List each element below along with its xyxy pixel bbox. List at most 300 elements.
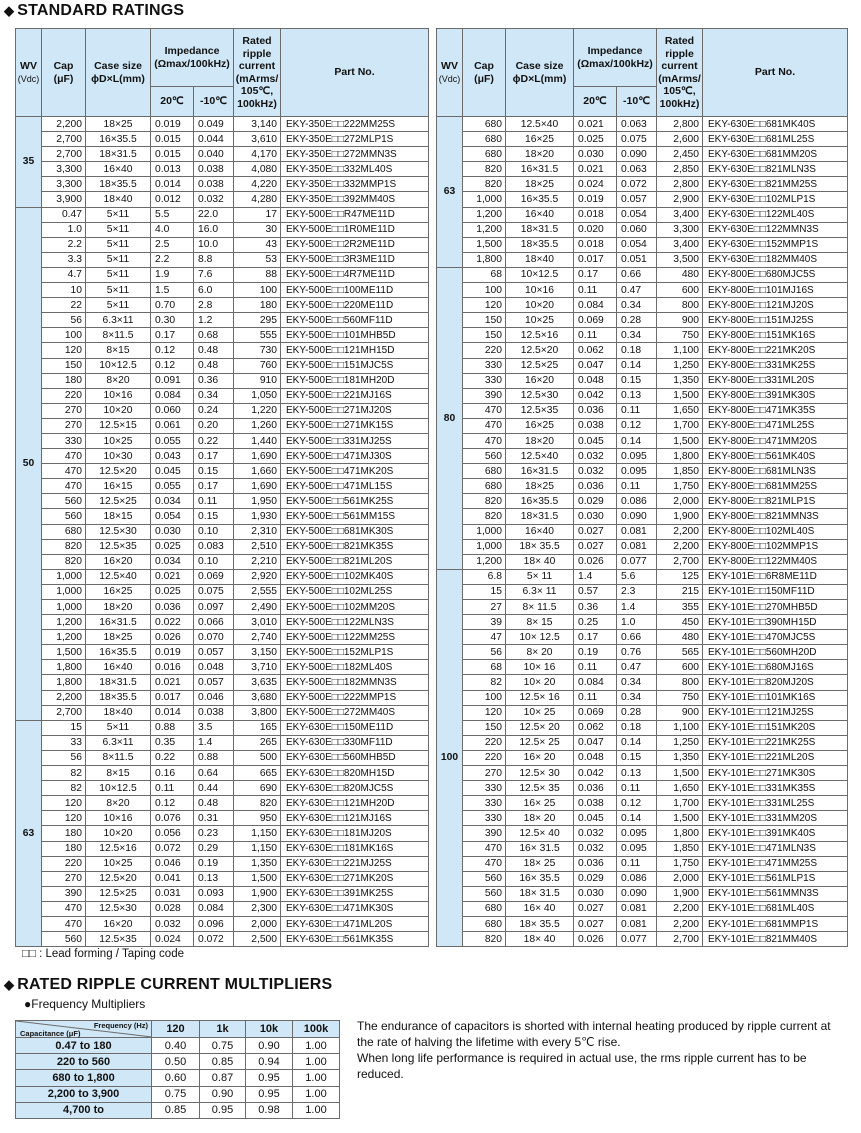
table-row xyxy=(437,222,848,237)
case-size-cell: 5×11 xyxy=(86,222,151,237)
impedance-minus10c-cell: 0.17 xyxy=(194,449,234,464)
part-number-cell: EKY-500E□□100ME11D xyxy=(281,283,429,298)
impedance-minus10c-cell: 0.081 xyxy=(617,916,657,931)
cap-cell: 270 xyxy=(42,871,86,886)
impedance-minus10c-cell: 0.070 xyxy=(194,630,234,645)
case-size-cell: 12.5× 25 xyxy=(506,735,574,750)
impedance-minus10c-cell: 0.038 xyxy=(194,177,234,192)
impedance-minus10c-cell: 16.0 xyxy=(194,222,234,237)
ripple-current-cell: 1,850 xyxy=(657,841,703,856)
part-number-cell: EKY-630E□□821MM25S xyxy=(703,177,848,192)
case-size-cell: 16×35.5 xyxy=(86,645,151,660)
table-row xyxy=(16,283,429,298)
wv-group-cell: 35 xyxy=(16,117,42,208)
case-size-cell: 10×30 xyxy=(86,449,151,464)
case-size-cell: 10×12.5 xyxy=(86,781,151,796)
ripple-current-cell: 355 xyxy=(657,600,703,615)
impedance-20c-cell: 0.024 xyxy=(574,177,617,192)
case-size-cell: 10×25 xyxy=(86,856,151,871)
case-size-cell: 16×40 xyxy=(86,162,151,177)
ripple-current-cell: 555 xyxy=(234,328,281,343)
cap-cell: 100 xyxy=(463,690,506,705)
temp-minus10-header: -10℃ xyxy=(617,87,657,117)
impedance-minus10c-cell: 0.081 xyxy=(617,539,657,554)
impedance-minus10c-cell: 0.48 xyxy=(194,343,234,358)
cap-cell: 33 xyxy=(42,735,86,750)
impedance-20c-cell: 0.048 xyxy=(574,750,617,765)
cap-cell: 120 xyxy=(42,796,86,811)
impedance-minus10c-cell: 0.077 xyxy=(617,932,657,947)
impedance-minus10c-cell: 0.063 xyxy=(617,162,657,177)
table-row xyxy=(16,479,429,494)
impedance-minus10c-cell: 0.040 xyxy=(194,147,234,162)
impedance-minus10c-cell: 0.086 xyxy=(617,494,657,509)
case-size-cell: 16× 20 xyxy=(506,750,574,765)
impedance-20c-cell: 0.013 xyxy=(151,162,194,177)
impedance-20c-cell: 0.11 xyxy=(574,328,617,343)
part-number-cell: EKY-800E□□221MK20S xyxy=(703,343,848,358)
part-number-cell: EKY-500E□□272MM40S xyxy=(281,705,429,720)
ripple-current-cell: 265 xyxy=(234,735,281,750)
cap-cell: 82 xyxy=(42,766,86,781)
case-size-cell: 16×31.5 xyxy=(86,615,151,630)
cap-cell: 39 xyxy=(463,615,506,630)
ripple-current-cell: 2,600 xyxy=(657,132,703,147)
table-row xyxy=(16,373,429,388)
part-number-cell: EKY-500E□□102MK40S xyxy=(281,569,429,584)
table-row xyxy=(437,720,848,735)
cap-cell: 680 xyxy=(463,916,506,931)
cap-cell: 56 xyxy=(42,313,86,328)
freq-cap-corner-cell xyxy=(16,1021,152,1038)
table-row xyxy=(16,433,429,448)
impedance-20c-cell: 0.30 xyxy=(151,313,194,328)
impedance-20c-cell: 0.062 xyxy=(574,343,617,358)
frequency-multipliers-subtitle: ●Frequency Multipliers xyxy=(24,997,146,1011)
table-row xyxy=(16,1054,340,1070)
table-row xyxy=(16,750,429,765)
part-number-cell: EKY-101E□□391MK40S xyxy=(703,826,848,841)
cap-cell: 180 xyxy=(42,373,86,388)
case-size-cell: 12.5× 20 xyxy=(506,720,574,735)
table-row xyxy=(16,916,429,931)
part-number-cell: EKY-500E□□222MMP1S xyxy=(281,690,429,705)
multiplier-cell: 0.95 xyxy=(246,1070,293,1086)
impedance-20c-cell: 0.017 xyxy=(574,252,617,267)
case-size-cell: 18× 31.5 xyxy=(506,886,574,901)
case-size-cell: 18×20 xyxy=(506,433,574,448)
case-size-cell: 8×15 xyxy=(86,766,151,781)
cap-cell: 10 xyxy=(42,283,86,298)
table-row xyxy=(437,901,848,916)
impedance-20c-cell: 4.0 xyxy=(151,222,194,237)
case-size-cell: 18× 40 xyxy=(506,932,574,947)
ripple-current-cell: 1,500 xyxy=(657,811,703,826)
impedance-minus10c-cell: 0.66 xyxy=(617,630,657,645)
impedance-20c-cell: 0.17 xyxy=(574,267,617,282)
case-size-cell: 8×11.5 xyxy=(86,328,151,343)
impedance-20c-cell: 0.19 xyxy=(574,645,617,660)
part-number-cell: EKY-630E□□150ME11D xyxy=(281,720,429,735)
part-number-cell: EKY-500E□□102MM20S xyxy=(281,600,429,615)
case-size-cell: 6.3×11 xyxy=(86,313,151,328)
table-row xyxy=(16,675,429,690)
part-number-cell: EKY-101E□□560MH20D xyxy=(703,645,848,660)
ripple-paragraph-1: The endurance of capacitors is shorted with internal heating produced by ripple current at the rate of halving the lifetime with every 5℃ rise. xyxy=(357,1019,831,1049)
cap-cell: 1.0 xyxy=(42,222,86,237)
impedance-20c-cell: 0.021 xyxy=(574,117,617,132)
part-number-cell: EKY-630E□□181MK16S xyxy=(281,841,429,856)
impedance-20c-cell: 0.025 xyxy=(151,539,194,554)
impedance-minus10c-cell: 7.6 xyxy=(194,267,234,282)
impedance-minus10c-cell: 0.038 xyxy=(194,705,234,720)
cap-cell: 220 xyxy=(42,856,86,871)
multiplier-cell: 1.00 xyxy=(293,1070,340,1086)
impedance-20c-cell: 2.5 xyxy=(151,237,194,252)
ripple-current-cell: 690 xyxy=(234,781,281,796)
part-number-cell: EKY-630E□□820MJC5S xyxy=(281,781,429,796)
ripple-current-cell: 215 xyxy=(657,584,703,599)
table-row xyxy=(437,162,848,177)
ripple-current-cell: 2,210 xyxy=(234,554,281,569)
cap-cell: 1,500 xyxy=(463,237,506,252)
part-number-cell: EKY-350E□□272MMN3S xyxy=(281,147,429,162)
part-number-cell: EKY-800E□□821MLP1S xyxy=(703,494,848,509)
impedance-minus10c-cell: 0.049 xyxy=(194,117,234,132)
impedance-minus10c-cell: 0.13 xyxy=(194,871,234,886)
case-size-cell: 18× 25 xyxy=(506,856,574,871)
case-size-cell: 16×20 xyxy=(506,373,574,388)
part-no-header: Part No. xyxy=(703,29,848,117)
cap-cell: 1,200 xyxy=(463,222,506,237)
impedance-minus10c-cell: 0.68 xyxy=(194,328,234,343)
table-row xyxy=(16,1086,340,1102)
cap-cell: 270 xyxy=(42,418,86,433)
multiplier-cell: 0.50 xyxy=(152,1054,200,1070)
cap-cell: 680 xyxy=(463,132,506,147)
impedance-minus10c-cell: 0.34 xyxy=(617,690,657,705)
ripple-header: Rated ripple current (mArms/ 105℃, 100kHz) xyxy=(234,29,281,117)
impedance-minus10c-cell: 2.8 xyxy=(194,298,234,313)
table-row xyxy=(437,569,848,584)
impedance-minus10c-cell: 0.063 xyxy=(617,117,657,132)
cap-cell: 680 xyxy=(463,117,506,132)
ripple-current-cell: 88 xyxy=(234,267,281,282)
case-size-header: Case size ϕD×L(mm) xyxy=(86,29,151,117)
table-row xyxy=(437,388,848,403)
cap-cell: 560 xyxy=(42,494,86,509)
ripple-current-cell: 1,930 xyxy=(234,509,281,524)
table-row xyxy=(16,449,429,464)
impedance-minus10c-cell: 0.046 xyxy=(194,690,234,705)
wv-group-cell: 50 xyxy=(16,207,42,720)
impedance-20c-cell: 0.57 xyxy=(574,584,617,599)
impedance-minus10c-cell: 0.086 xyxy=(617,871,657,886)
cap-cell: 470 xyxy=(42,901,86,916)
part-number-cell: EKY-630E□□561MK35S xyxy=(281,932,429,947)
case-size-cell: 18×35.5 xyxy=(86,177,151,192)
table-row xyxy=(16,811,429,826)
table-row xyxy=(437,373,848,388)
impedance-minus10c-cell: 2.3 xyxy=(617,584,657,599)
ripple-current-cell: 180 xyxy=(234,298,281,313)
part-number-cell: EKY-500E□□152MLP1S xyxy=(281,645,429,660)
table-row xyxy=(437,524,848,539)
part-number-cell: EKY-800E□□121MJ20S xyxy=(703,298,848,313)
case-size-cell: 12.5×20 xyxy=(86,871,151,886)
impedance-20c-cell: 0.034 xyxy=(151,554,194,569)
impedance-20c-cell: 0.027 xyxy=(574,916,617,931)
impedance-minus10c-cell: 0.34 xyxy=(194,388,234,403)
impedance-20c-cell: 0.055 xyxy=(151,479,194,494)
cap-cell: 2,700 xyxy=(42,705,86,720)
case-size-cell: 8×20 xyxy=(86,796,151,811)
case-size-cell: 12.5×25 xyxy=(506,358,574,373)
table-row xyxy=(437,735,848,750)
table-row xyxy=(437,252,848,267)
impedance-20c-cell: 0.024 xyxy=(151,932,194,947)
impedance-20c-cell: 0.045 xyxy=(574,811,617,826)
case-size-cell: 5×11 xyxy=(86,237,151,252)
ripple-current-cell: 1,650 xyxy=(657,781,703,796)
cap-cell: 150 xyxy=(463,313,506,328)
impedance-minus10c-cell: 1.0 xyxy=(617,615,657,630)
lead-forming-note: □□ : Lead forming / Taping code xyxy=(22,948,184,960)
temp-minus10-header: -10℃ xyxy=(194,87,234,117)
table-row xyxy=(16,388,429,403)
cap-cell: 100 xyxy=(463,283,506,298)
ripple-multipliers-heading xyxy=(4,976,332,994)
impedance-minus10c-cell: 0.15 xyxy=(194,509,234,524)
impedance-minus10c-cell: 0.057 xyxy=(194,675,234,690)
multiplier-cell: 0.85 xyxy=(152,1102,200,1118)
cap-cell: 3,300 xyxy=(42,177,86,192)
impedance-20c-cell: 0.032 xyxy=(574,464,617,479)
impedance-minus10c-cell: 0.88 xyxy=(194,750,234,765)
impedance-20c-cell: 0.045 xyxy=(151,464,194,479)
cap-cell: 56 xyxy=(42,750,86,765)
ripple-multipliers-title: RATED RIPPLE CURRENT MULTIPLIERS xyxy=(17,976,333,993)
table-row xyxy=(16,600,429,615)
ripple-current-cell: 3,500 xyxy=(657,252,703,267)
impedance-minus10c-cell: 0.072 xyxy=(194,932,234,947)
table-row xyxy=(437,615,848,630)
part-number-cell: EKY-500E□□471MK20S xyxy=(281,464,429,479)
table-row xyxy=(437,766,848,781)
multiplier-cell: 0.60 xyxy=(152,1070,200,1086)
case-size-cell: 16×35.5 xyxy=(506,494,574,509)
part-number-cell: EKY-630E□□152MMP1S xyxy=(703,237,848,252)
ripple-current-cell: 600 xyxy=(657,660,703,675)
case-size-cell: 10×16 xyxy=(506,283,574,298)
part-number-cell: EKY-500E□□121MH15D xyxy=(281,343,429,358)
impedance-20c-cell: 0.017 xyxy=(151,690,194,705)
ripple-current-cell: 295 xyxy=(234,313,281,328)
impedance-minus10c-cell: 0.12 xyxy=(617,796,657,811)
impedance-20c-cell: 0.021 xyxy=(574,162,617,177)
case-size-cell: 18×25 xyxy=(86,117,151,132)
part-number-cell: EKY-101E□□151MK20S xyxy=(703,720,848,735)
table-row xyxy=(437,207,848,222)
ripple-current-cell: 2,490 xyxy=(234,600,281,615)
cap-cell: 330 xyxy=(463,373,506,388)
part-number-cell: EKY-500E□□271MK15S xyxy=(281,418,429,433)
impedance-minus10c-cell: 0.34 xyxy=(617,298,657,313)
table-row xyxy=(437,796,848,811)
case-size-cell: 12.5×20 xyxy=(86,464,151,479)
ripple-current-cell: 600 xyxy=(657,283,703,298)
case-size-cell: 12.5× 35 xyxy=(506,781,574,796)
case-size-cell: 18×31.5 xyxy=(506,222,574,237)
table-row xyxy=(437,237,848,252)
table-row xyxy=(437,584,848,599)
part-number-cell: EKY-800E□□821MMN3S xyxy=(703,509,848,524)
impedance-20c-cell: 0.11 xyxy=(574,660,617,675)
part-number-cell: EKY-101E□□6R8ME11D xyxy=(703,569,848,584)
table-row xyxy=(16,705,429,720)
capacitance-range-cell: 680 to 1,800 xyxy=(16,1070,152,1086)
cap-cell: 56 xyxy=(463,645,506,660)
impedance-20c-cell: 0.062 xyxy=(574,720,617,735)
cap-cell: 1,500 xyxy=(42,645,86,660)
table-row xyxy=(16,237,429,252)
impedance-minus10c-cell: 0.24 xyxy=(194,403,234,418)
table-row xyxy=(16,147,429,162)
part-number-cell: EKY-630E□□560MHB5D xyxy=(281,750,429,765)
cap-cell: 1,800 xyxy=(42,660,86,675)
cap-cell: 0.47 xyxy=(42,207,86,222)
case-size-cell: 16× 31.5 xyxy=(506,841,574,856)
cap-cell: 820 xyxy=(463,494,506,509)
part-number-cell: EKY-800E□□331ML20S xyxy=(703,373,848,388)
part-number-cell: EKY-101E□□331ML25S xyxy=(703,796,848,811)
table-row xyxy=(16,841,429,856)
case-size-cell: 18× 40 xyxy=(506,554,574,569)
cap-cell: 120 xyxy=(42,343,86,358)
impedance-minus10c-cell: 0.19 xyxy=(194,856,234,871)
table-row xyxy=(16,222,429,237)
case-size-cell: 18× 35.5 xyxy=(506,916,574,931)
part-number-cell: EKY-500E□□681MK30S xyxy=(281,524,429,539)
table-row xyxy=(16,630,429,645)
impedance-20c-cell: 0.16 xyxy=(151,766,194,781)
ripple-current-cell: 1,660 xyxy=(234,464,281,479)
part-number-cell: EKY-101E□□121MJ25S xyxy=(703,705,848,720)
part-number-cell: EKY-101E□□681MMP1S xyxy=(703,916,848,931)
part-number-cell: EKY-500E□□182ML40S xyxy=(281,660,429,675)
table-row xyxy=(437,932,848,947)
table-row xyxy=(16,403,429,418)
table-row xyxy=(437,886,848,901)
impedance-minus10c-cell: 0.36 xyxy=(194,373,234,388)
impedance-minus10c-cell: 0.11 xyxy=(617,479,657,494)
table-row xyxy=(437,479,848,494)
ripple-paragraph-2: When long life performance is required in actual use, the rms ripple current has to be reduced. xyxy=(357,1051,807,1081)
impedance-minus10c-cell: 0.64 xyxy=(194,766,234,781)
impedance-minus10c-cell: 0.10 xyxy=(194,524,234,539)
impedance-20c-cell: 0.027 xyxy=(574,539,617,554)
ripple-current-cell: 1,800 xyxy=(657,449,703,464)
cap-cell: 47 xyxy=(463,630,506,645)
impedance-minus10c-cell: 0.14 xyxy=(617,433,657,448)
impedance-minus10c-cell: 0.28 xyxy=(617,313,657,328)
part-number-cell: EKY-800E□□391MK30S xyxy=(703,388,848,403)
cap-cell: 220 xyxy=(463,735,506,750)
ripple-current-cell: 2,450 xyxy=(657,147,703,162)
impedance-20c-cell: 0.17 xyxy=(574,630,617,645)
table-row xyxy=(437,403,848,418)
ripple-current-cell: 4,170 xyxy=(234,147,281,162)
impedance-20c-cell: 0.021 xyxy=(151,569,194,584)
table-row xyxy=(437,328,848,343)
table-row xyxy=(16,660,429,675)
ripple-current-cell: 1,350 xyxy=(657,373,703,388)
ripple-current-cell: 1,500 xyxy=(657,433,703,448)
ripple-current-cell: 1,350 xyxy=(657,750,703,765)
ripple-current-cell: 3,710 xyxy=(234,660,281,675)
table-row xyxy=(16,781,429,796)
case-size-cell: 8× 15 xyxy=(506,615,574,630)
cap-cell: 82 xyxy=(42,781,86,796)
part-number-cell: EKY-500E□□151MJC5S xyxy=(281,358,429,373)
impedance-minus10c-cell: 0.048 xyxy=(194,660,234,675)
ripple-description xyxy=(357,1018,847,1082)
cap-cell: 1,000 xyxy=(42,569,86,584)
table-row xyxy=(437,147,848,162)
impedance-20c-cell: 0.032 xyxy=(574,826,617,841)
ripple-header: Rated ripple current (mArms/ 105℃, 100kHz) xyxy=(657,29,703,117)
part-number-cell: EKY-500E□□3R3ME11D xyxy=(281,252,429,267)
ripple-current-cell: 3,400 xyxy=(657,207,703,222)
ripple-current-cell: 730 xyxy=(234,343,281,358)
impedance-20c-cell: 0.12 xyxy=(151,343,194,358)
impedance-minus10c-cell: 0.22 xyxy=(194,433,234,448)
cap-cell: 150 xyxy=(463,720,506,735)
case-size-cell: 16×35.5 xyxy=(506,192,574,207)
table-row xyxy=(437,856,848,871)
cap-cell: 1,000 xyxy=(463,539,506,554)
impedance-minus10c-cell: 0.083 xyxy=(194,539,234,554)
part-number-cell: EKY-800E□□102ML40S xyxy=(703,524,848,539)
case-size-cell: 12.5×40 xyxy=(506,449,574,464)
impedance-20c-cell: 0.012 xyxy=(151,192,194,207)
table-row xyxy=(16,358,429,373)
ripple-current-cell: 750 xyxy=(657,690,703,705)
cap-cell: 820 xyxy=(42,554,86,569)
part-number-cell: EKY-630E□□330MF11D xyxy=(281,735,429,750)
table-row xyxy=(16,132,429,147)
part-number-cell: EKY-101E□□681ML40S xyxy=(703,901,848,916)
cap-cell: 470 xyxy=(42,916,86,931)
table-row xyxy=(437,433,848,448)
case-size-cell: 16×25 xyxy=(506,418,574,433)
impedance-minus10c-cell: 0.13 xyxy=(617,388,657,403)
impedance-20c-cell: 0.054 xyxy=(151,509,194,524)
impedance-minus10c-cell: 0.075 xyxy=(194,584,234,599)
ripple-current-cell: 1,850 xyxy=(657,464,703,479)
cap-cell: 1,200 xyxy=(463,207,506,222)
impedance-20c-cell: 5.5 xyxy=(151,207,194,222)
ripple-current-cell: 750 xyxy=(657,328,703,343)
case-size-cell: 12.5×40 xyxy=(506,117,574,132)
part-number-cell: EKY-500E□□1R0ME11D xyxy=(281,222,429,237)
cap-cell: 180 xyxy=(42,826,86,841)
ripple-current-cell: 910 xyxy=(234,373,281,388)
cap-cell: 470 xyxy=(42,449,86,464)
capacitance-range-cell: 220 to 560 xyxy=(16,1054,152,1070)
table-row xyxy=(437,449,848,464)
table-row xyxy=(16,117,429,132)
